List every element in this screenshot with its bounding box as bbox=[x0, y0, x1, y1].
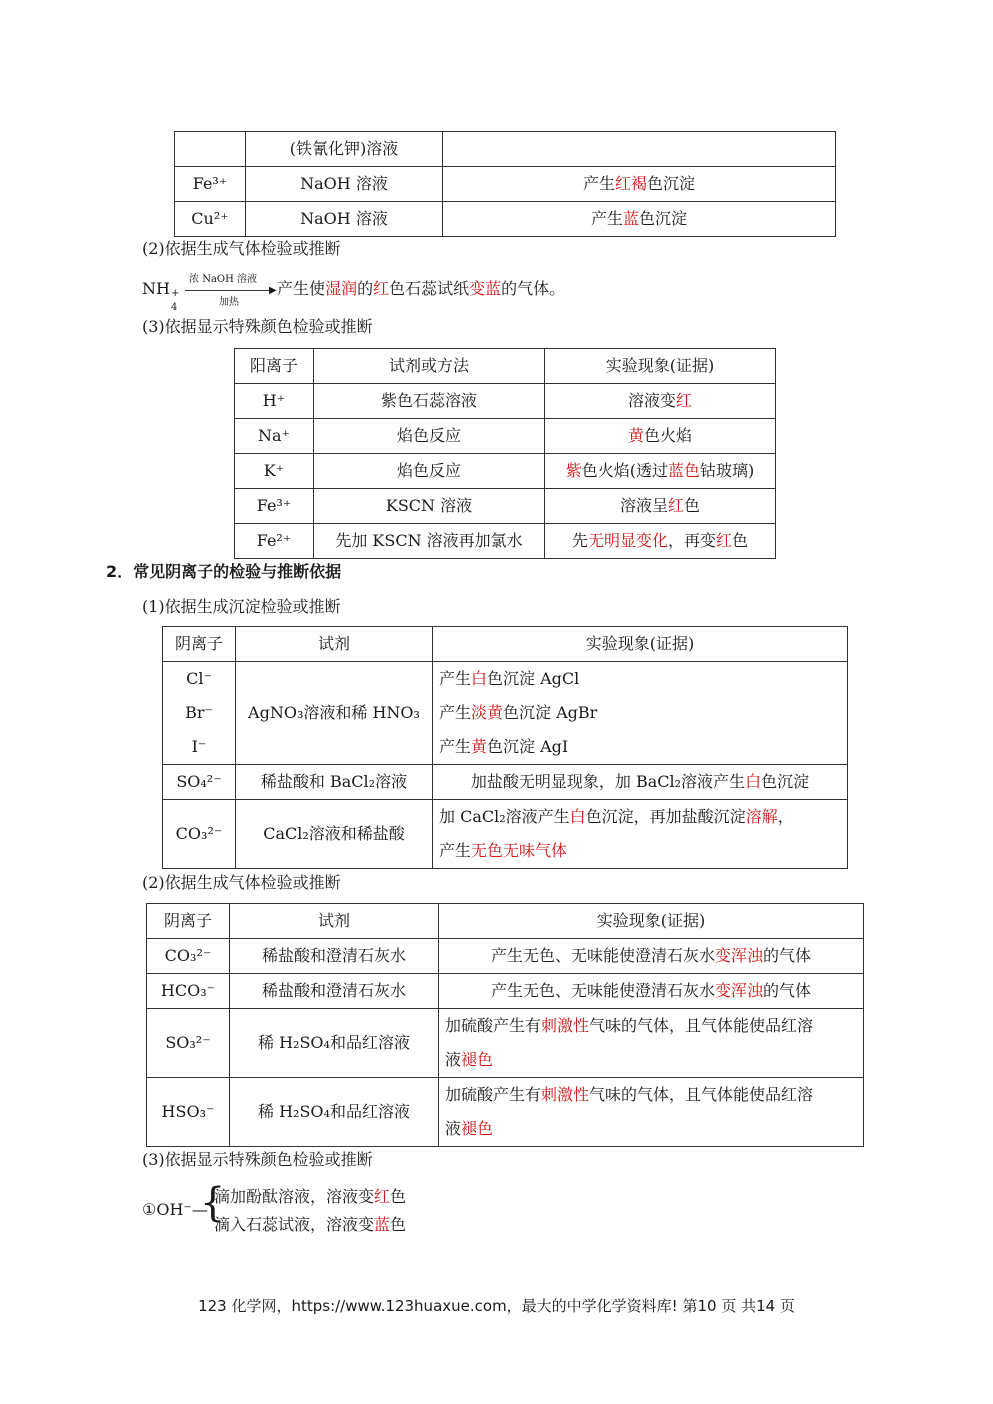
oh-label: ①OH⁻— bbox=[142, 1200, 208, 1219]
table-cell: H⁺ bbox=[235, 384, 314, 419]
table-cell: CO₃²⁻ bbox=[147, 939, 230, 974]
oh-line-1: 滴加酚酞溶液，溶液变红色 bbox=[214, 1187, 407, 1206]
table-header: 试剂或方法 bbox=[314, 349, 545, 384]
table-cell: 溶液变红 bbox=[545, 384, 776, 419]
table-cell: (铁氰化钾)溶液 bbox=[246, 132, 443, 167]
table-cell: KSCN 溶液 bbox=[314, 489, 545, 524]
table-cell: 产生红褐色沉淀 bbox=[443, 167, 836, 202]
table-cell: 稀盐酸和 BaCl₂溶液 bbox=[236, 765, 433, 800]
table-cell: 焰色反应 bbox=[314, 419, 545, 454]
reaction-arrow: 浓 NaOH 溶液 ▶ 加热 bbox=[185, 280, 277, 300]
table-cell: 产生无色、无味能使澄清石灰水变浑浊的气体 bbox=[439, 974, 864, 1009]
table-cell: 加硫酸产生有刺激性气味的气体，且气体能使品红溶 液褪色 bbox=[439, 1078, 864, 1147]
table-header: 实验现象(证据) bbox=[433, 627, 848, 662]
table-cell: 加 CaCl₂溶液产生白色沉淀，再加盐酸沉淀溶解， 产生无色无味气体 bbox=[433, 800, 848, 869]
table-cell: NaOH 溶液 bbox=[246, 167, 443, 202]
heading-anion: 2．常见阴离子的检验与推断依据 bbox=[106, 562, 342, 581]
table-cell: 加硫酸产生有刺激性气味的气体，且气体能使品红溶 液褪色 bbox=[439, 1009, 864, 1078]
table-cell: SO₄²⁻ bbox=[163, 765, 236, 800]
table-header: 试剂 bbox=[230, 904, 439, 939]
table-cell: AgNO₃溶液和稀 HNO₃ bbox=[236, 662, 433, 765]
section-color-cation: (3)依据显示特殊颜色检验或推断 bbox=[142, 317, 373, 336]
table-cell: 先加 KSCN 溶液再加氯水 bbox=[314, 524, 545, 559]
table-cell: 溶液呈红色 bbox=[545, 489, 776, 524]
table-cell bbox=[443, 132, 836, 167]
table-cell: 产生无色、无味能使澄清石灰水变浑浊的气体 bbox=[439, 939, 864, 974]
oh-line-2: 滴入石蕊试液，溶液变蓝色 bbox=[214, 1215, 407, 1234]
table-cell: Na⁺ bbox=[235, 419, 314, 454]
page-footer: 123 化学网，https://www.123huaxue.com，最大的中学化学资料库! 第10 页 共14 页 bbox=[198, 1297, 795, 1315]
table-header: 阳离子 bbox=[235, 349, 314, 384]
anion-gas-table bbox=[146, 903, 864, 1147]
table-cell: 稀 H₂SO₄和品红溶液 bbox=[230, 1078, 439, 1147]
table-cell: 紫色火焰(透过蓝色钴玻璃) bbox=[545, 454, 776, 489]
table-cell: SO₃²⁻ bbox=[147, 1009, 230, 1078]
nh4-equation: NH + 4 浓 NaOH 溶液 ▶ 加热 产生使湿润的红色石蕊试纸变蓝的气体。 bbox=[142, 273, 566, 313]
table-cell: 黄色火焰 bbox=[545, 419, 776, 454]
table-cell: 稀 H₂SO₄和品红溶液 bbox=[230, 1009, 439, 1078]
section-precip-anion: (1)依据生成沉淀检验或推断 bbox=[142, 597, 341, 616]
table-header: 阴离子 bbox=[147, 904, 230, 939]
table-header: 阴离子 bbox=[163, 627, 236, 662]
table-cell: Fe³⁺ bbox=[175, 167, 246, 202]
table-cell: 产生蓝色沉淀 bbox=[443, 202, 836, 237]
table-cell: K⁺ bbox=[235, 454, 314, 489]
brace: { bbox=[200, 1180, 226, 1226]
table-header: 试剂 bbox=[236, 627, 433, 662]
table-header: 实验现象(证据) bbox=[545, 349, 776, 384]
cation-color-table bbox=[234, 348, 776, 559]
table-header: 实验现象(证据) bbox=[439, 904, 864, 939]
table-cell: CaCl₂溶液和稀盐酸 bbox=[236, 800, 433, 869]
table-cell: 产生白色沉淀 AgCl 产生淡黄色沉淀 AgBr 产生黄色沉淀 AgI bbox=[433, 662, 848, 765]
table-cell: 稀盐酸和澄清石灰水 bbox=[230, 939, 439, 974]
table-cell: Cl⁻ Br⁻ I⁻ bbox=[163, 662, 236, 765]
table-cell: 稀盐酸和澄清石灰水 bbox=[230, 974, 439, 1009]
section-color-anion: (3)依据显示特殊颜色检验或推断 bbox=[142, 1150, 373, 1169]
nh4-ion: NH bbox=[142, 279, 170, 298]
anion-precip-table bbox=[162, 626, 848, 869]
table-cell: CO₃²⁻ bbox=[163, 800, 236, 869]
section-gas-anion: (2)依据生成气体检验或推断 bbox=[142, 873, 341, 892]
table-cell: HCO₃⁻ bbox=[147, 974, 230, 1009]
table-cell bbox=[175, 132, 246, 167]
cation-precip-table-tail bbox=[174, 131, 836, 237]
table-cell: 加盐酸无明显现象，加 BaCl₂溶液产生白色沉淀 bbox=[433, 765, 848, 800]
table-cell: 紫色石蕊溶液 bbox=[314, 384, 545, 419]
table-cell: 先无明显变化，再变红色 bbox=[545, 524, 776, 559]
table-cell: 焰色反应 bbox=[314, 454, 545, 489]
table-cell: NaOH 溶液 bbox=[246, 202, 443, 237]
section-gas-cation: (2)依据生成气体检验或推断 bbox=[142, 239, 341, 258]
table-cell: Fe³⁺ bbox=[235, 489, 314, 524]
table-cell: Fe²⁺ bbox=[235, 524, 314, 559]
table-cell: Cu²⁺ bbox=[175, 202, 246, 237]
table-cell: HSO₃⁻ bbox=[147, 1078, 230, 1147]
